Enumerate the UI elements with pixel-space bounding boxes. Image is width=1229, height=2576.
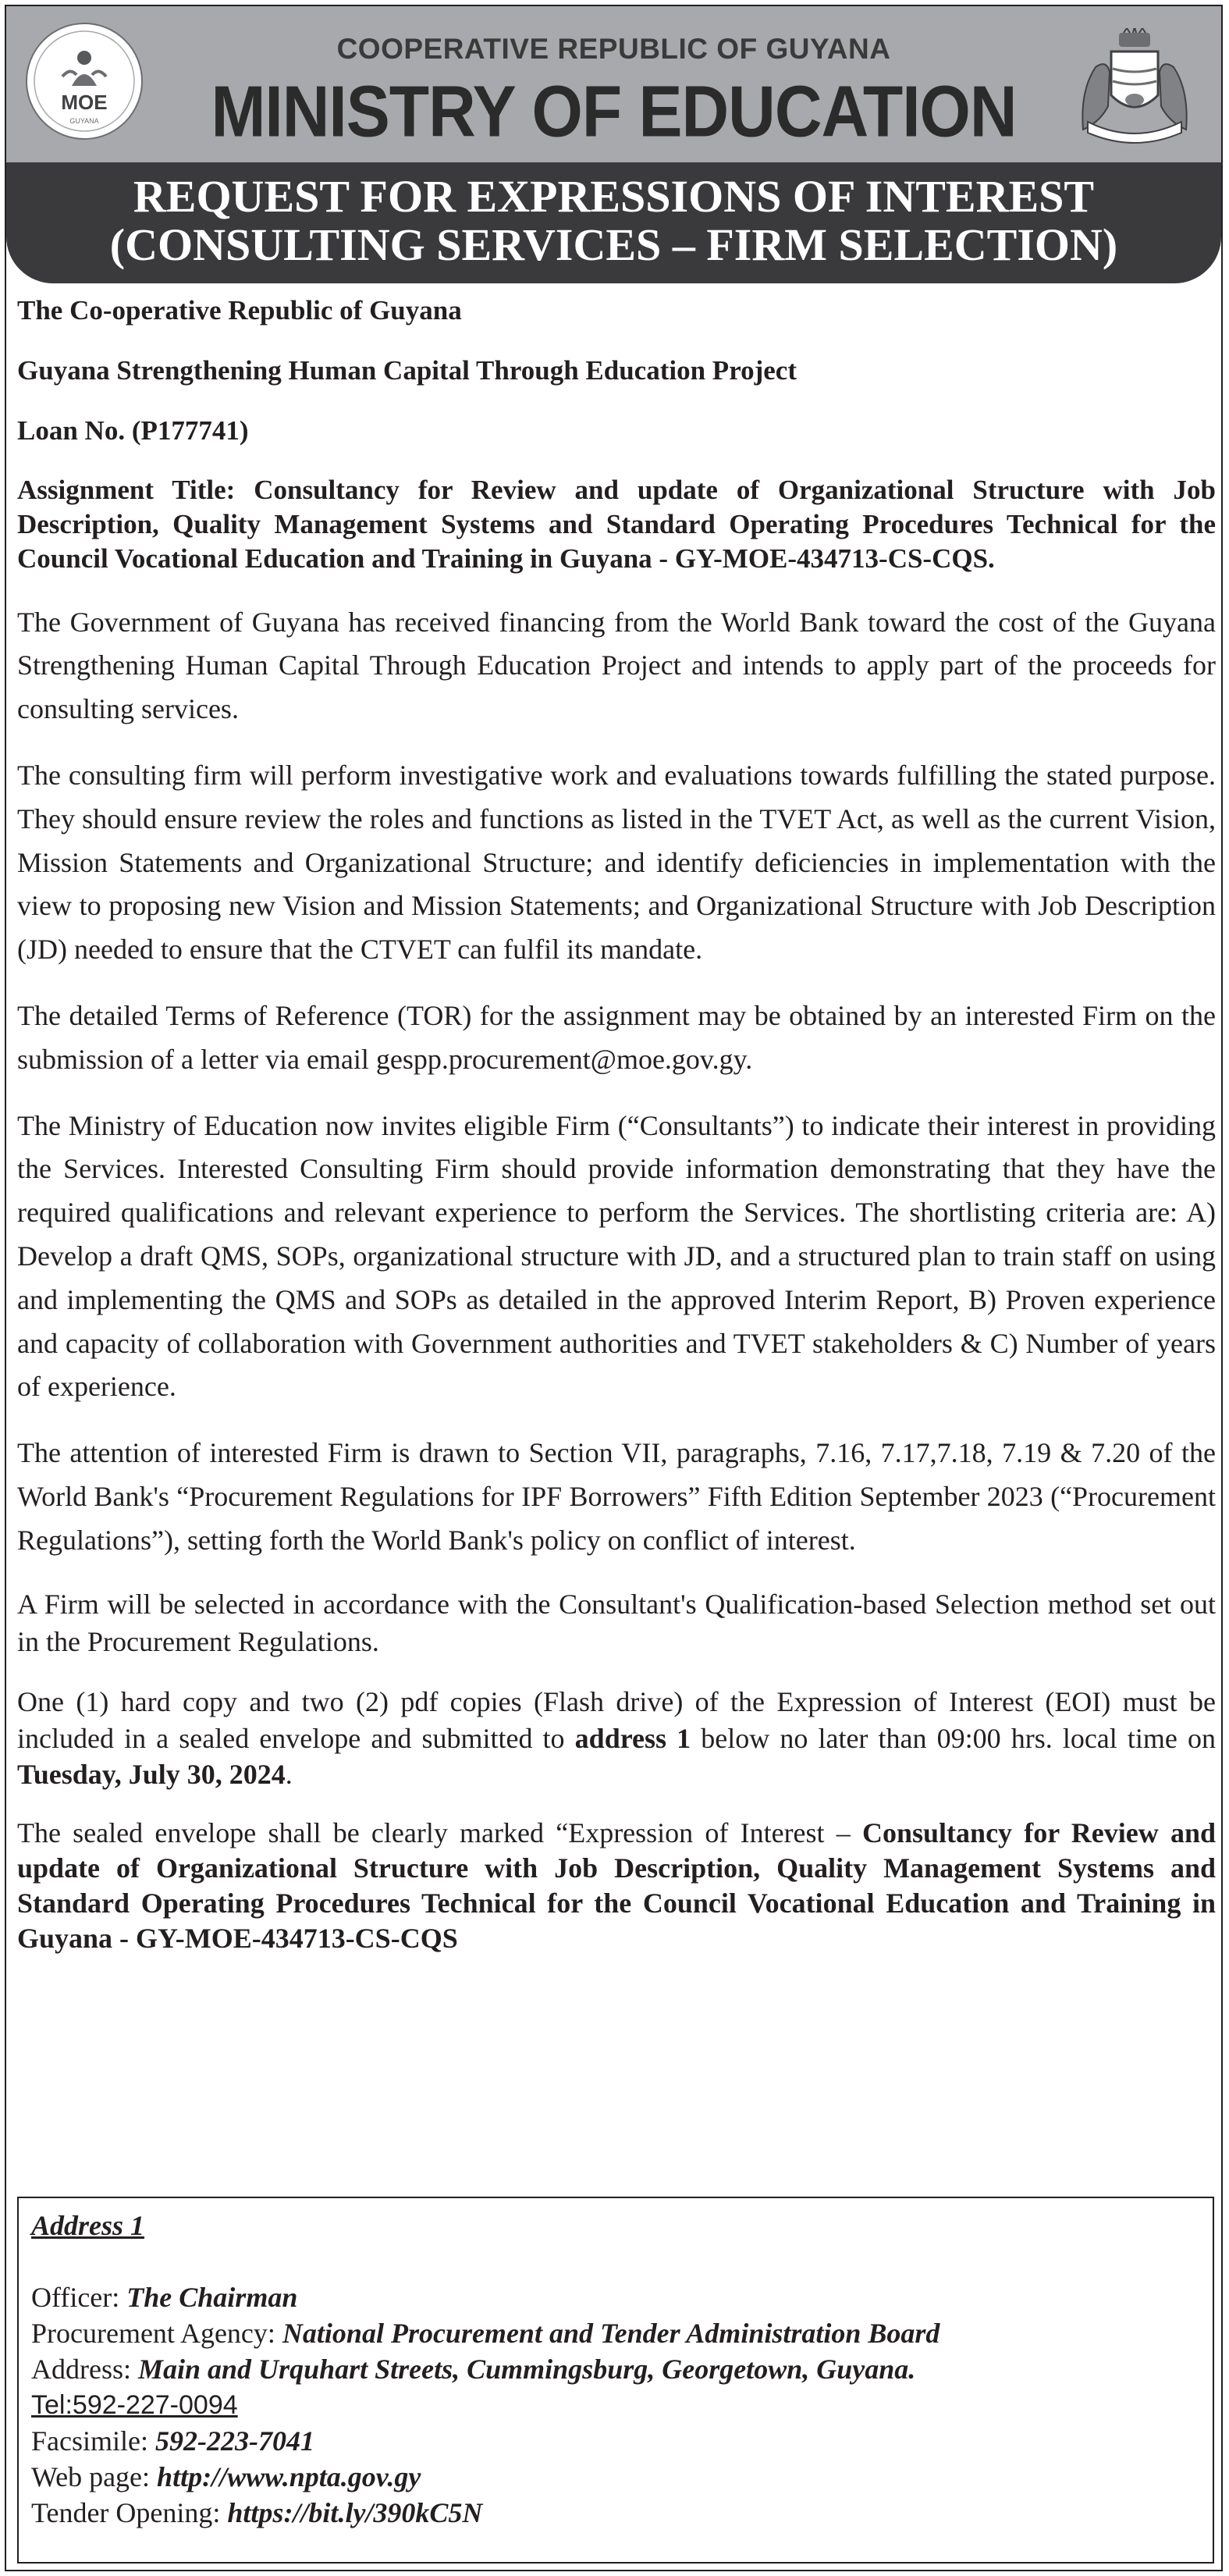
submission-deadline: Tuesday, July 30, 2024 [17,1759,286,1791]
fax-line [31,2423,1200,2459]
ministry-heading: MINISTRY OF EDUCATION [211,71,1017,152]
paragraph-invitation: The Ministry of Education now invites eligible Firm (“Consultants”) to indicate their interest in providing the Services. Interested Consulting Firm should provide information demonstrating that they have the required qualifications and relevant experience to perform the Services. The shortlisting criteria are: A) Develop a draft QMS, SOPs, organizational structure with JD, and a structured plan to train staff on using and implementing the QMS and SOPs as detailed in the approved Interim Report, B) Proven experience and capacity of collaboration with Government authorities and TVET stakeholders & C) Number of years of experience. [17,1109,1216,1403]
notice-frame [5,5,1223,2571]
web-label: Web page: [31,2461,158,2492]
country-line: The Co-operative Republic of Guyana [17,295,462,326]
officer-label: Officer: [31,2282,127,2313]
coat-of-arms-icon [1072,28,1197,147]
envelope-text: The sealed envelope shall be clearly marked “Expression of Interest – [17,1817,862,1849]
submission-address-ref: address 1 [574,1722,691,1754]
logo-subtext: GUYANA [69,117,99,125]
address-label: Address: [31,2354,138,2385]
officer-line [31,2279,1200,2315]
telephone-line: Tel:592-227-0094 [31,2390,238,2420]
fax-value: 592-223-7041 [155,2425,314,2457]
address-value: Main and Urquhart Streets, Cummingsburg, Georgetown, Guyana. [138,2354,916,2385]
fax-label: Facsimile: [31,2425,155,2457]
web-link[interactable]: http://www.npta.gov.gy [157,2461,421,2492]
title-banner [6,162,1221,283]
paragraph-envelope [17,1816,1216,1956]
tender-label: Tender Opening: [31,2497,228,2528]
officer-value: The Chairman [126,2282,298,2313]
paragraph-submission [17,1684,1216,1793]
banner-title-line2: (CONSULTING SERVICES – FIRM SELECTION) [109,219,1118,270]
notice-body [17,294,1216,1979]
envelope-title: Consultancy for Review and update of Organizational Structure with Job Description, Quality Management Systems and Standard Operating Procedures Technical for the Council Vocational Education and Training in Guyana - GY-MOE-434713-CS-CQS [17,1817,1217,1955]
country-heading: COOPERATIVE REPUBLIC OF GUYANA [336,33,891,65]
header [6,6,1221,162]
address-box [17,2197,1214,2564]
submission-text-2: below no later than 09:00 hrs. local time on [691,1722,1216,1754]
logo-text: MOE [61,91,108,114]
tender-link[interactable]: https://bit.ly/390kC5N [227,2497,483,2528]
submission-text-1: One (1) hard copy and two (2) pdf copies (Flash drive) of the Expression of Interest (EOI) must be included in a sealed envelope and submitted to [17,1685,1216,1754]
paragraph-financing: The Government of Guyana has received financing from the World Bank toward the cost of the Guyana Strengthening Human Capital Through Education Project and intends to apply part of the proceeds for consulting services. [17,606,1216,725]
banner-title-line1: REQUEST FOR EXPRESSIONS OF INTEREST [133,171,1095,222]
paragraph-tor: The detailed Terms of Reference (TOR) for the assignment may be obtained by an interested Firm on the submission of a letter via email gespp.procurement@moe.gov.gy. [17,1000,1216,1075]
tender-line [31,2495,1200,2531]
address-title: Address 1 [31,2210,145,2241]
agency-label: Procurement Agency: [31,2318,282,2349]
paragraph-conflict: The attention of interested Firm is drawn to Section VII, paragraphs, 7.16, 7.17,7.18, 7.19 & 7.20 of the World Bank's “Procurement Regulations for IPF Borrowers” Fifth Edition September 2023 (“Procurement Regulations”), setting forth the World Bank's policy on conflict of interest. [17,1437,1216,1556]
agency-value: National Procurement and Tender Administration Board [282,2318,940,2349]
project-line: Guyana Strengthening Human Capital Through Education Project [17,354,797,386]
submission-text-3: . [285,1759,293,1791]
assignment-title: Assignment Title: Consultancy for Review and update of Organizational Structure with Job Description, Quality Management Systems and Standard Operating Procedures Technical for the Council Vocational Education and Training in Guyana - GY-MOE-434713-CS-CQS. [17,475,1216,574]
agency-line [31,2315,1200,2351]
address-line [31,2351,1200,2387]
paragraph-scope: The consulting firm will perform investigative work and evaluations towards fulfilling the stated purpose. They should ensure review the roles and functions as listed in the TVET Act, as well as the current Vision, Mission Statements and Organizational Structure; and identify deficiencies in implementation with the view to proposing new Vision and Mission Statements; and Organizational Structure with Job Description (JD) needed to ensure that the CTVET can fulfil its mandate. [17,760,1216,966]
loan-line: Loan No. (P177741) [17,415,249,446]
paragraph-selection: A Firm will be selected in accordance with the Consultant's Qualification-based Selection method set out in the Procurement Regulations. [17,1588,1216,1658]
web-line [31,2459,1200,2495]
